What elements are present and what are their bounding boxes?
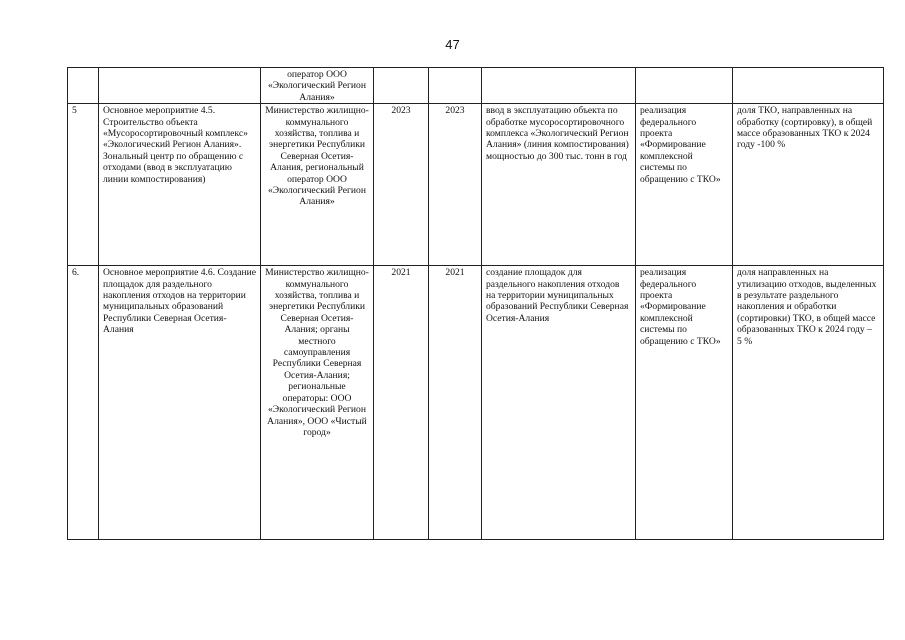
expected-result: ввод в эксплуатацию объекта по обработке мусоросортировочного комплекса «Экологический Регион Алания» (линия компостирования) мощностью до 300 тыс. тонн в год <box>482 104 636 266</box>
end-year: 2023 <box>429 104 482 266</box>
start-year: 2023 <box>374 104 429 266</box>
project-link <box>636 68 733 104</box>
project-link: реализация федерального проекта «Формирование комплексной системы по обращению с ТКО» <box>636 104 733 266</box>
measure-name: Основное мероприятие 4.6. Создание площадок для раздельного накопления отходов на территории муниципальных образований Республики Северная Осетия-Алания <box>99 266 261 540</box>
project-link: реализация федерального проекта «Формирование комплексной системы по обращению с ТКО» <box>636 266 733 540</box>
start-year: 2021 <box>374 266 429 540</box>
row-number: 5 <box>68 104 99 266</box>
target-indicator: доля ТКО, направленных на обработку (сортировку), в общей массе образованных ТКО к 2024 году -100 % <box>733 104 884 266</box>
expected-result <box>482 68 636 104</box>
row-number <box>68 68 99 104</box>
responsible-executor: оператор ООО «Экологический Регион Алания» <box>261 68 374 104</box>
responsible-executor: Министерство жилищно-коммунального хозяйства, топлива и энергетики Республики Северная Осетия-Алания; органы местного самоуправления Республики Северная Осетия-Алания; региональные операторы: ООО «Экологический Регион Алания», ООО «Чистый город» <box>261 266 374 540</box>
measure-name: Основное мероприятие 4.5. Строительство объекта «Мусоросортировочный комплекс» «Экологический Регион Алания». Зональный центр по обращению с отходами (ввод в эксплуатацию линии компостирования) <box>99 104 261 266</box>
end-year <box>429 68 482 104</box>
page-number: 47 <box>445 37 460 52</box>
start-year <box>374 68 429 104</box>
expected-result: создание площадок для раздельного накопления отходов на территории муниципальных образований Республики Северная Осетия-Алания <box>482 266 636 540</box>
table-row <box>68 266 884 540</box>
row-number: 6. <box>68 266 99 540</box>
responsible-executor: Министерство жилищно-коммунального хозяйства, топлива и энергетики Республики Северная Осетия-Алания, региональный оператор ООО «Экологический Регион Алания» <box>261 104 374 266</box>
end-year: 2021 <box>429 266 482 540</box>
measures-table <box>67 67 884 540</box>
target-indicator: доля направленных на утилизацию отходов, выделенных в результате раздельного накопления и обработки (сортировки) ТКО, в общей массе образованных ТКО к 2024 году – 5 % <box>733 266 884 540</box>
measure-name <box>99 68 261 104</box>
target-indicator <box>733 68 884 104</box>
table-row <box>68 68 884 104</box>
table-row <box>68 104 884 266</box>
